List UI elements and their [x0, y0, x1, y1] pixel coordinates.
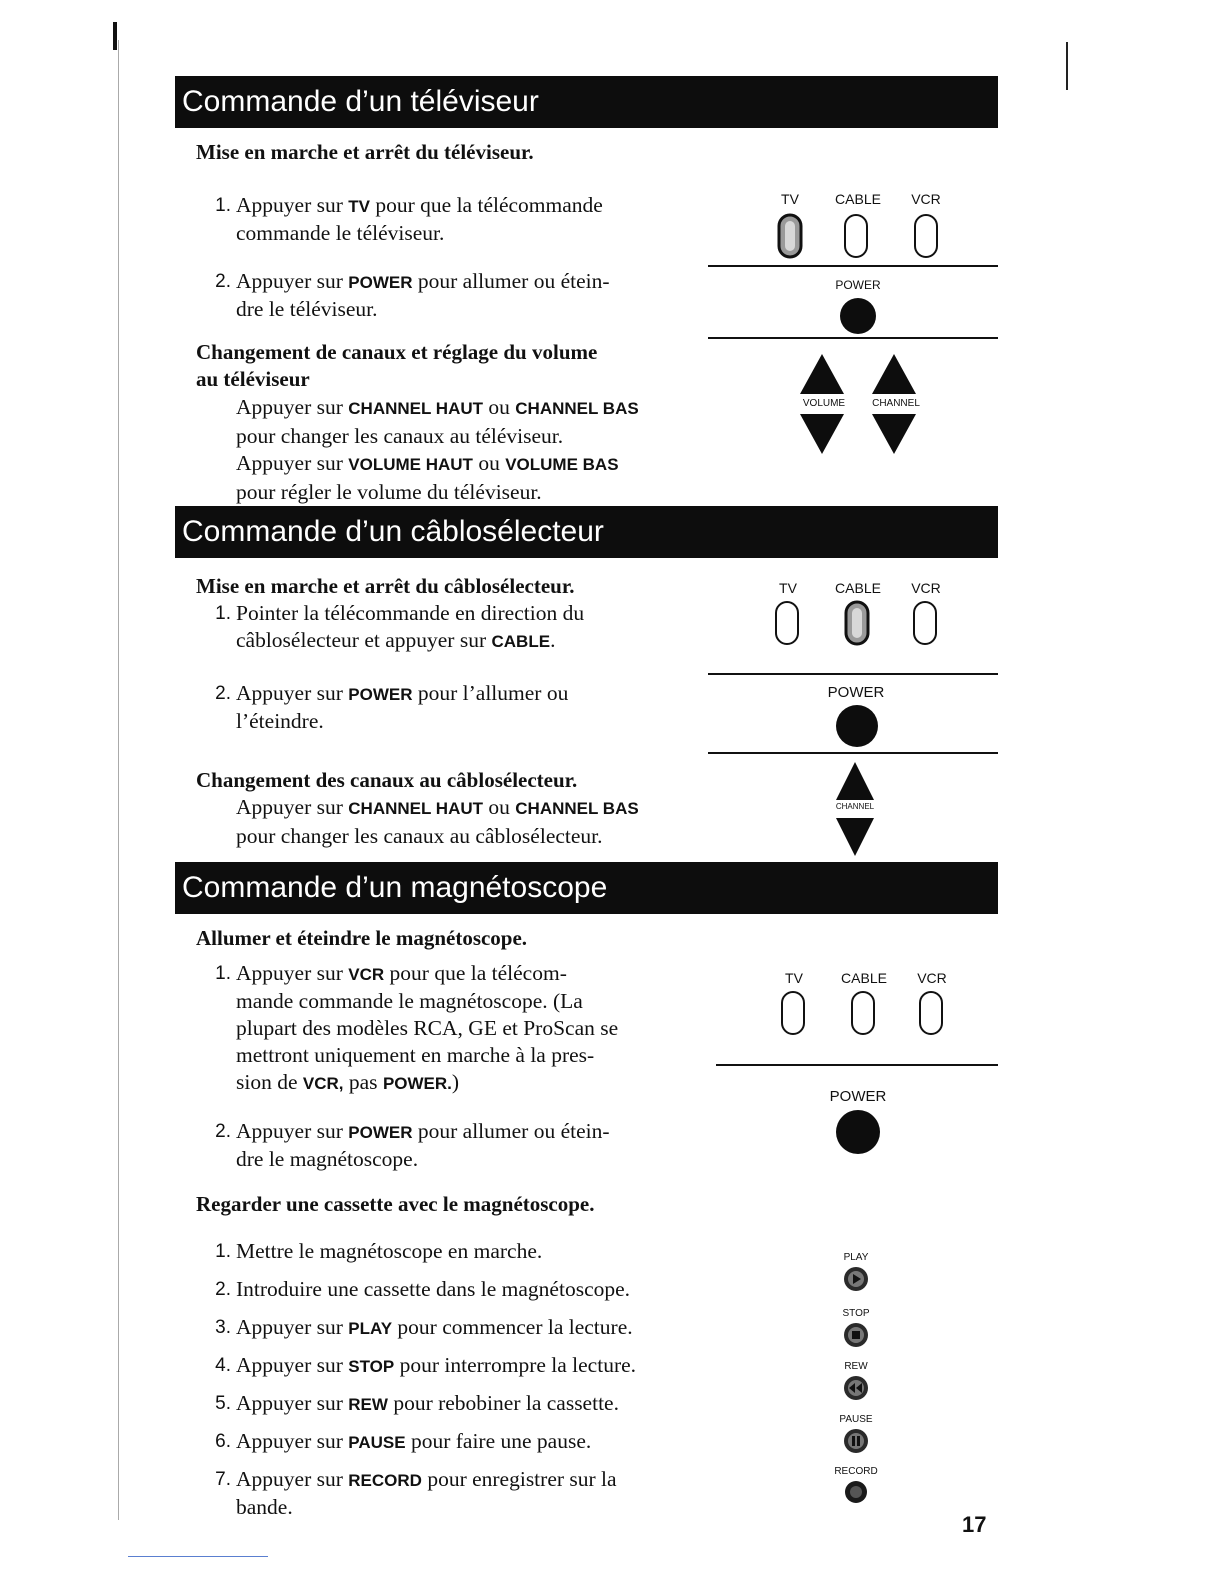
record-button	[843, 1479, 869, 1505]
subheading-cable-channel: Changement des canaux au câblosélecteur.	[196, 768, 578, 792]
divider	[708, 673, 998, 675]
tv-button	[773, 598, 803, 648]
cable-button	[849, 988, 879, 1038]
pause-icon	[852, 1436, 855, 1446]
cable-label: CABLE	[841, 970, 887, 986]
power-button	[838, 296, 878, 336]
channel-up-icon	[836, 762, 874, 800]
vcr-button	[912, 211, 942, 261]
subheading-vcr-play: Regarder une cassette avec le magnétoscope.	[196, 1192, 595, 1216]
power-label: POWER	[835, 278, 881, 292]
left-margin-rule	[118, 40, 119, 1520]
channel-down-icon	[836, 818, 874, 856]
subheading-tv-channel-volume: Changement de canaux et réglage du volume au téléviseur	[196, 340, 598, 391]
stop-label: STOP	[842, 1308, 870, 1319]
page-number: 17	[962, 1512, 987, 1537]
tv-button	[779, 988, 809, 1038]
channel-label: CHANNEL	[872, 398, 920, 409]
left-margin-mark	[113, 22, 117, 50]
section-title-vcr: Commande d’un magnétoscope	[175, 862, 998, 914]
play-button	[842, 1265, 870, 1293]
record-icon	[850, 1486, 862, 1498]
pause-label: PAUSE	[839, 1414, 873, 1425]
subheading-cable-power: Mise en marche et arrêt du câblosélecteur.	[196, 574, 575, 598]
stop-button	[842, 1321, 870, 1349]
channel-down-icon	[872, 414, 916, 454]
section-title-cable: Commande d’un câblosélecteur	[175, 506, 998, 558]
vcr-button	[917, 988, 947, 1038]
power-button	[834, 1108, 882, 1156]
paragraph-cable-channel: Appuyer sur CHANNEL HAUT ou CHANNEL BAS pour changer les canaux au câblosélecteur.	[236, 795, 639, 848]
volume-label: VOLUME	[802, 398, 846, 409]
divider	[716, 1064, 998, 1066]
vcr-label: VCR	[917, 970, 947, 986]
right-margin-mark	[1066, 42, 1068, 90]
pause-button	[842, 1427, 870, 1455]
power-button	[834, 703, 880, 749]
divider	[708, 752, 998, 754]
paragraph-tv-channel: Appuyer sur CHANNEL HAUT ou CHANNEL BAS pour changer les canaux au téléviseur. Appuyer sur VOLUME HAUT ou VOLUME BAS pour régler le volume du téléviseur.	[236, 395, 639, 504]
tv-label: TV	[781, 191, 799, 207]
subheading-vcr-power: Allumer et éteindre le magnétoscope.	[196, 926, 528, 950]
subheading-tv-power: Mise en marche et arrêt du téléviseur.	[196, 140, 534, 164]
tv-button	[776, 211, 806, 261]
channel-label: CHANNEL	[835, 802, 875, 811]
rew-button	[842, 1374, 870, 1402]
vcr-label: VCR	[911, 191, 941, 207]
vcr-label: VCR	[911, 580, 941, 596]
volume-up-icon	[800, 354, 844, 394]
tv-label: TV	[785, 970, 803, 986]
cable-label: CABLE	[835, 191, 881, 207]
divider	[708, 337, 998, 339]
cable-label: CABLE	[835, 580, 881, 596]
vcr-button	[911, 598, 941, 648]
bottom-margin-rule	[128, 1556, 268, 1557]
tv-label: TV	[779, 580, 797, 596]
channel-up-icon	[872, 354, 916, 394]
cable-button	[842, 211, 872, 261]
volume-down-icon	[800, 414, 844, 454]
record-label: RECORD	[834, 1466, 878, 1477]
rew-label: REW	[844, 1361, 868, 1372]
divider	[708, 265, 998, 267]
power-label: POWER	[829, 1088, 887, 1105]
stop-icon	[852, 1331, 860, 1339]
power-label: POWER	[827, 684, 885, 701]
cable-button	[843, 598, 873, 648]
section-title-tv: Commande d’un téléviseur	[175, 76, 998, 128]
play-label: PLAY	[843, 1252, 869, 1263]
